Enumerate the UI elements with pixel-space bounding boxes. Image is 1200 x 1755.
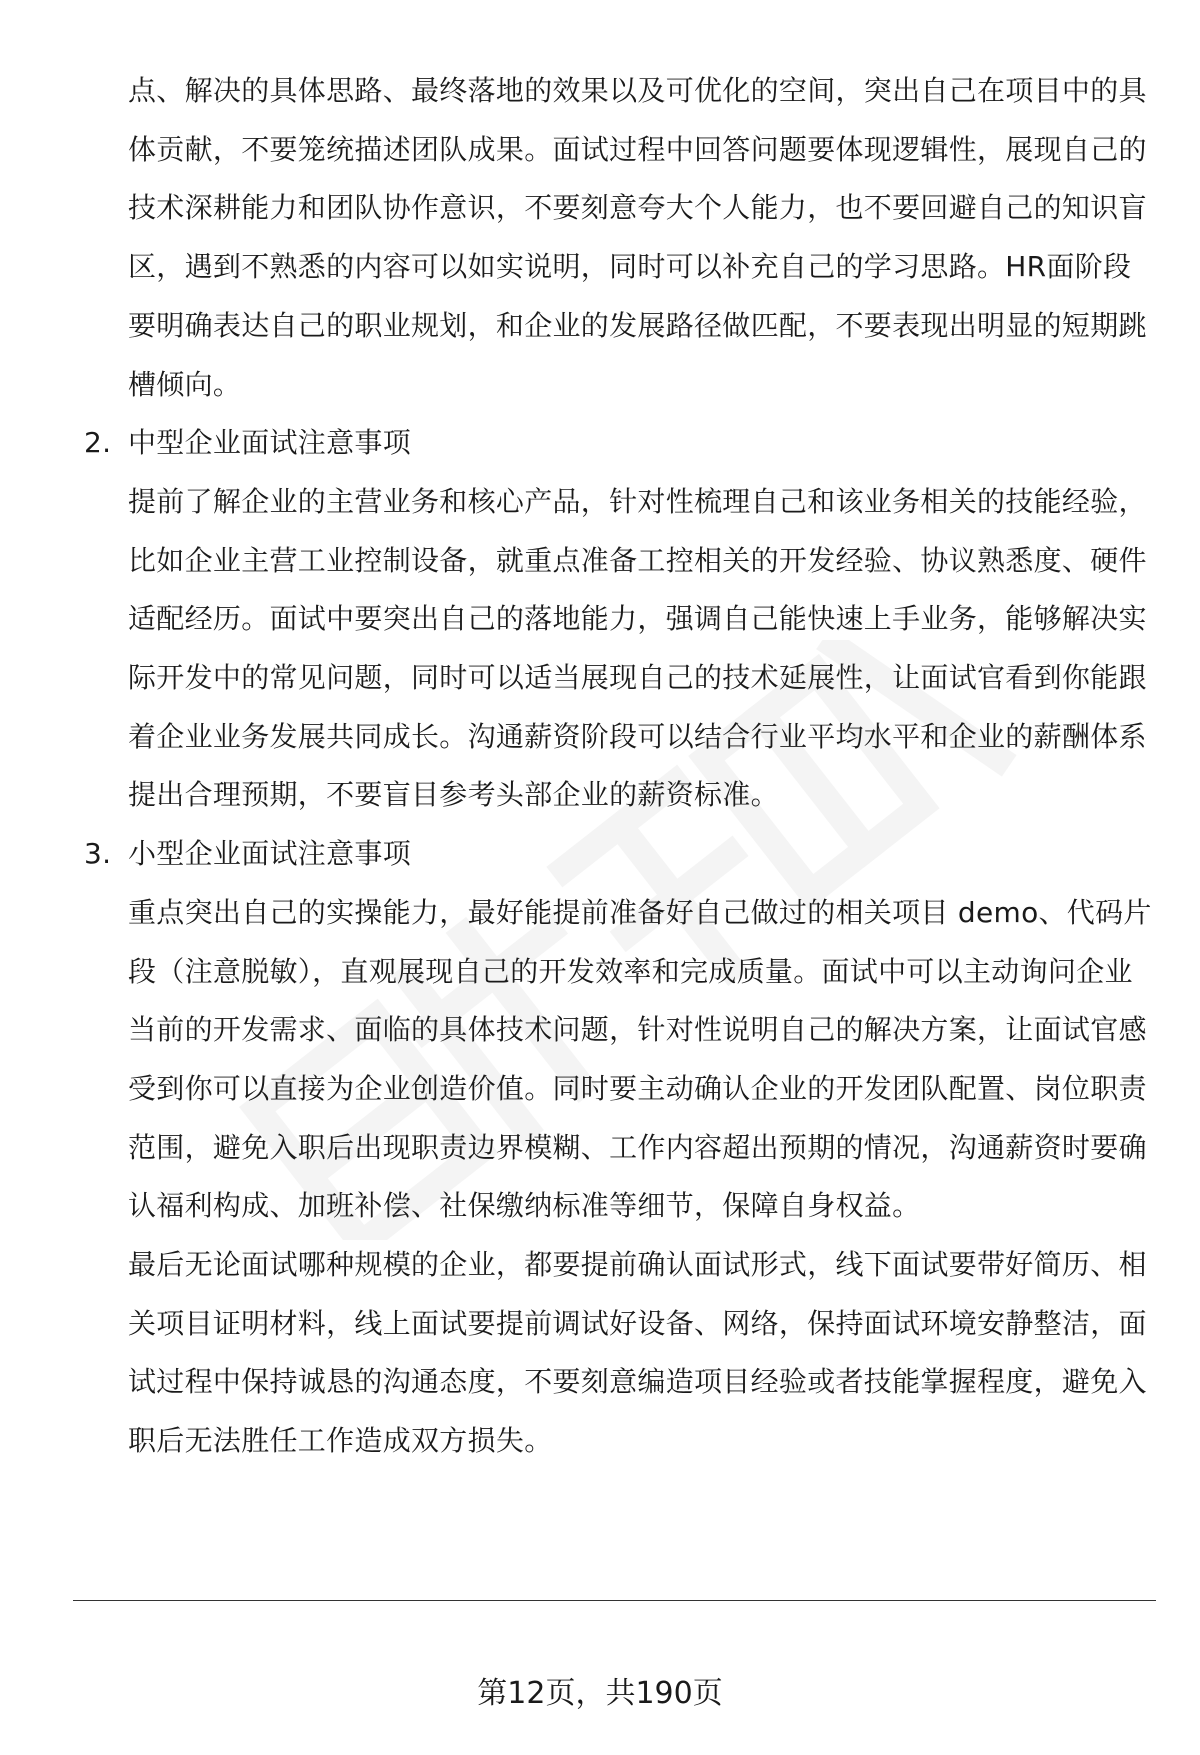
page-number: 第12页，共190页 — [477, 1676, 723, 1711]
footer-divider — [73, 1600, 1156, 1601]
item-2-paragraph: 提前了解企业的主营业务和核心产品，针对性梳理自己和该业务相关的技能经验，比如企业主营工业控制设备，就重点准备工控相关的开发经验、协议熟悉度、硬件适配经历。面试中要突出自己的落地能力，强调自己能快速上手业务，能够解决实际开发中的常见问题，同时可以适当展现自己的技术延展性，让面试官看到你能跟着企业业务发展共同成长。沟通薪资阶段可以结合行业平均水平和企业的薪酬体系提出合理预期，不要盲目参考头部企业的薪资标准。 — [128, 484, 1147, 812]
item-3-paragraph: 重点突出自己的实操能力，最好能提前准备好自己做过的相关项目 demo、代码片段（注意脱敏），直观展现自己的开发效率和完成质量。面试中可以主动询问企业当前的开发需求、面临的具体技术问题，针对性说明自己的解决方案，让面试官感受到你可以直接为企业创造价值。同时要主动确认企业的开发团队配置、岗位职责范围，避免入职后出现职责边界模糊、工作内容超出预期的情况，沟通薪资时要确认福利构成、加班补偿、社保缴纳标准等细节，保障自身权益。 — [128, 895, 1152, 1223]
intro-paragraph: 点、解决的具体思路、最终落地的效果以及可优化的空间，突出自己在项目中的具体贡献，不要笼统描述团队成果。面试过程中回答问题要体现逻辑性，展现自己的技术深耕能力和团队协作意识，不要刻意夸大个人能力，也不要回避自己的知识盲区，遇到不熟悉的内容可以如实说明，同时可以补充自己的学习思路。HR面阶段要明确表达自己的职业规划，和企业的发展路径做匹配，不要表现出明显的短期跳槽倾向。 — [128, 74, 1147, 401]
list-item-heading-2 — [84, 414, 1158, 473]
list-item-heading-3 — [84, 825, 1158, 884]
list-number: 2. — [84, 426, 112, 460]
document-body — [84, 62, 1158, 1471]
list-number: 3. — [84, 837, 112, 871]
section-title: 中型企业面试注意事项 — [128, 426, 412, 460]
section-title: 小型企业面试注意事项 — [128, 837, 412, 871]
closing-paragraph: 最后无论面试哪种规模的企业，都要提前确认面试形式，线下面试要带好简历、相关项目证明材料，线上面试要提前调试好设备、网络，保持面试环境安静整洁，面试过程中保持诚恳的沟通态度，不要刻意编造项目经验或者技能掌握程度，避免入职后无法胜任工作造成双方损失。 — [128, 1248, 1147, 1458]
